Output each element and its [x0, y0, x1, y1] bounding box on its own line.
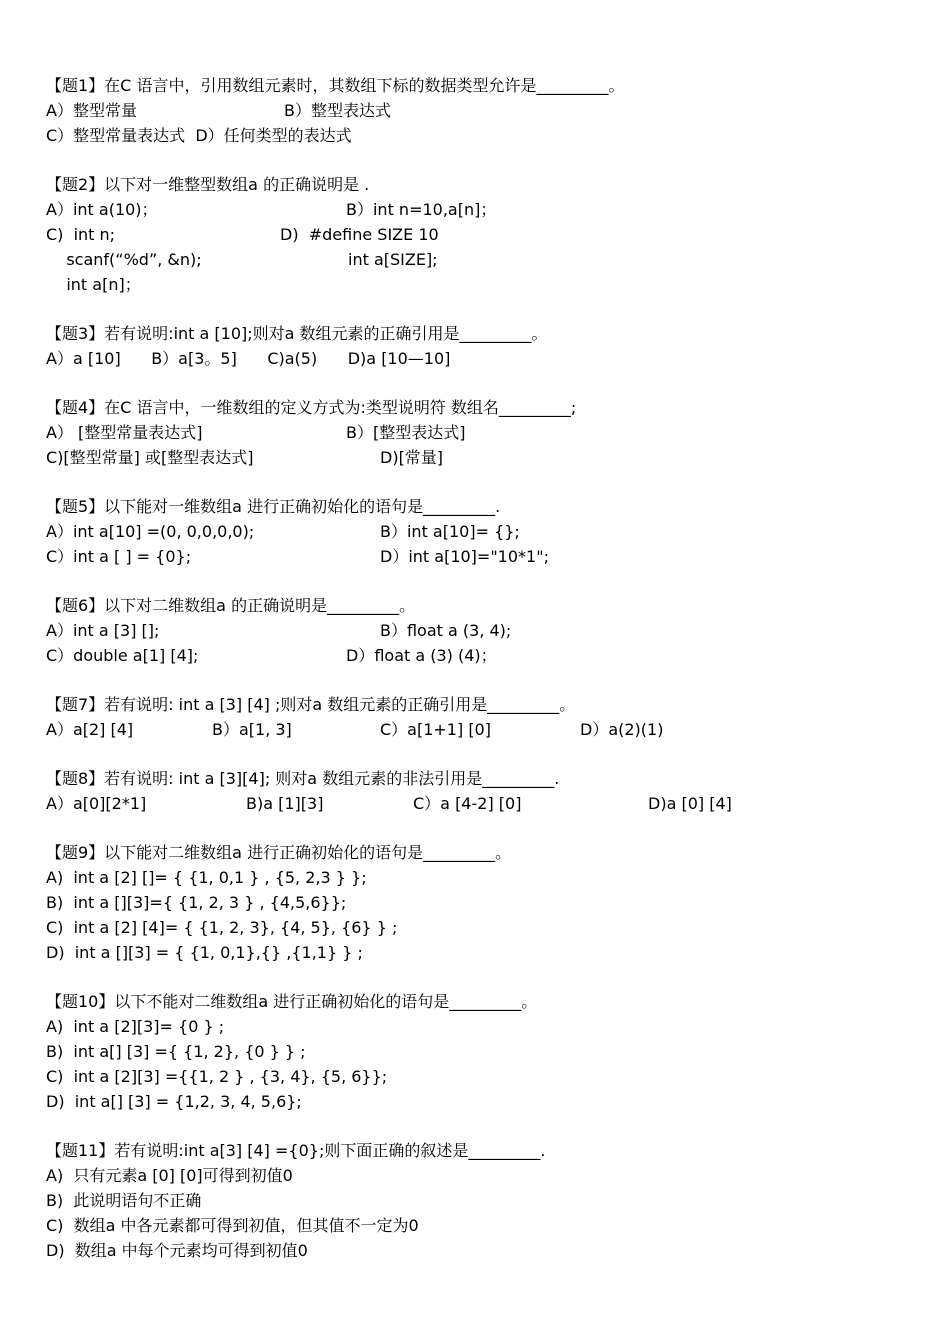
question-8 [46, 766, 926, 816]
question-stem: 【题4】在C 语言中，一维数组的定义方式为:类型说明符 数组名_________; [46, 398, 577, 417]
options-a-d: A）a [10] B）a[3。5] C)a(5) D)a [10—10] [46, 349, 451, 368]
question-10 [46, 989, 926, 1114]
question-11 [46, 1138, 926, 1263]
option-c: C）a [4-2] [0] [413, 794, 522, 813]
option-line [46, 123, 926, 148]
option-line [46, 445, 926, 470]
question-stem: 【题5】以下能对一维数组a 进行正确初始化的语句是_________. [46, 497, 501, 516]
option-c-code: int a[n]； [46, 275, 141, 294]
option-c: C) int a [2] [4]= { {1, 2, 3}, {4, 5}, {6} } ; [46, 918, 398, 937]
option-a: A）int a(10)； [46, 200, 158, 219]
option-b: B) int a[] [3] ={ {1, 2}, {0 } } ; [46, 1042, 306, 1061]
option-b: B) 此说明语句不正确 [46, 1191, 202, 1210]
question-4 [46, 395, 926, 470]
option-c-d: C）整型常量表达式 D）任何类型的表达式 [46, 126, 352, 145]
question-stem: 【题7】若有说明: int a [3] [4] ;则对a 数组元素的正确引用是_________。 [46, 695, 576, 714]
question-2 [46, 172, 926, 297]
question-1 [46, 73, 926, 148]
option-d-code: int a[SIZE]; [348, 250, 438, 269]
option-a: A） [整型常量表达式] [46, 423, 203, 442]
question-6 [46, 593, 926, 668]
option-d: D) #define SIZE 10 [280, 225, 439, 244]
option-line [46, 222, 926, 247]
option-c: C）int a [ ] = {0}; [46, 547, 192, 566]
question-stem: 【题1】在C 语言中，引用数组元素时，其数组下标的数据类型允许是_________。 [46, 76, 625, 95]
question-5 [46, 494, 926, 569]
question-stem: 【题9】以下能对二维数组a 进行正确初始化的语句是_________。 [46, 843, 512, 862]
question-sheet [46, 73, 926, 1287]
question-9 [46, 840, 926, 965]
question-stem: 【题8】若有说明: int a [3][4]; 则对a 数组元素的非法引用是_________. [46, 769, 560, 788]
option-b: B）float a (3, 4); [380, 621, 512, 640]
option-line [46, 346, 926, 371]
option-a: A）a[2] [4] [46, 720, 134, 739]
option-a: A) 只有元素a [0] [0]可得到初值0 [46, 1166, 293, 1185]
option-a: A）a[0][2*1] [46, 794, 147, 813]
option-a: A）int a [3] []; [46, 621, 160, 640]
option-line [46, 519, 926, 544]
option-line [46, 618, 926, 643]
option-d: D) int a [][3] = { {1, 0,1},{} ,{1,1} } ; [46, 943, 363, 962]
option-c: C) int a [2][3] ={{1, 2 } , {3, 4}, {5, 6}}; [46, 1067, 388, 1086]
option-c: C）double a[1] [4]; [46, 646, 199, 665]
option-c-code: scanf(“%d”, &n); [46, 250, 202, 269]
option-b: B)a [1][3] [246, 794, 324, 813]
option-line [46, 98, 926, 123]
option-line [46, 247, 926, 272]
option-line [46, 544, 926, 569]
question-7 [46, 692, 926, 742]
option-b: B）int a[10]= {}; [380, 522, 520, 541]
option-a: A）int a[10] =(0, 0,0,0,0); [46, 522, 255, 541]
option-a: A) int a [2][3]= {0 } ; [46, 1017, 225, 1036]
option-d: D) int a[] [3] = {1,2, 3, 4, 5,6}; [46, 1092, 302, 1111]
option-line [46, 420, 926, 445]
option-d: D)a [0] [4] [648, 794, 732, 813]
option-b: B）a[1, 3] [212, 720, 292, 739]
question-stem: 【题10】以下不能对二维数组a 进行正确初始化的语句是_________。 [46, 992, 538, 1011]
option-line [46, 197, 926, 222]
question-stem: 【题2】以下对一维整型数组a 的正确说明是 . [46, 175, 370, 194]
option-d: D) 数组a 中每个元素均可得到初值0 [46, 1241, 308, 1260]
option-line [46, 791, 926, 816]
option-b: B）整型表达式 [284, 101, 391, 120]
option-c: C) int n; [46, 225, 116, 244]
question-stem: 【题6】以下对二维数组a 的正确说明是_________。 [46, 596, 416, 615]
option-b: B）int n=10,a[n]； [346, 200, 497, 219]
option-d: D）float a (3) (4)； [346, 646, 497, 665]
option-line [46, 643, 926, 668]
option-d: D）a(2)(1) [580, 720, 664, 739]
option-a: A) int a [2] []= { {1, 0,1 } , {5, 2,3 } }; [46, 868, 367, 887]
option-line [46, 272, 926, 297]
question-stem: 【题3】若有说明:int a [10];则对a 数组元素的正确引用是_________。 [46, 324, 548, 343]
question-3 [46, 321, 926, 371]
option-b: B）[整型表达式] [346, 423, 466, 442]
option-c: C）a[1+1] [0] [380, 720, 491, 739]
option-a: A）整型常量 [46, 101, 137, 120]
option-d: D）int a[10]="10*1"; [380, 547, 549, 566]
option-c: C)[整型常量] 或[整型表达式] [46, 448, 254, 467]
option-d: D)[常量] [380, 448, 444, 467]
option-b: B) int a [][3]={ {1, 2, 3 } , {4,5,6}}; [46, 893, 347, 912]
question-stem: 【题11】若有说明:int a[3] [4] ={0};则下面正确的叙述是_________. [46, 1141, 546, 1160]
option-c: C) 数组a 中各元素都可得到初值，但其值不一定为0 [46, 1216, 419, 1235]
option-line [46, 717, 926, 742]
